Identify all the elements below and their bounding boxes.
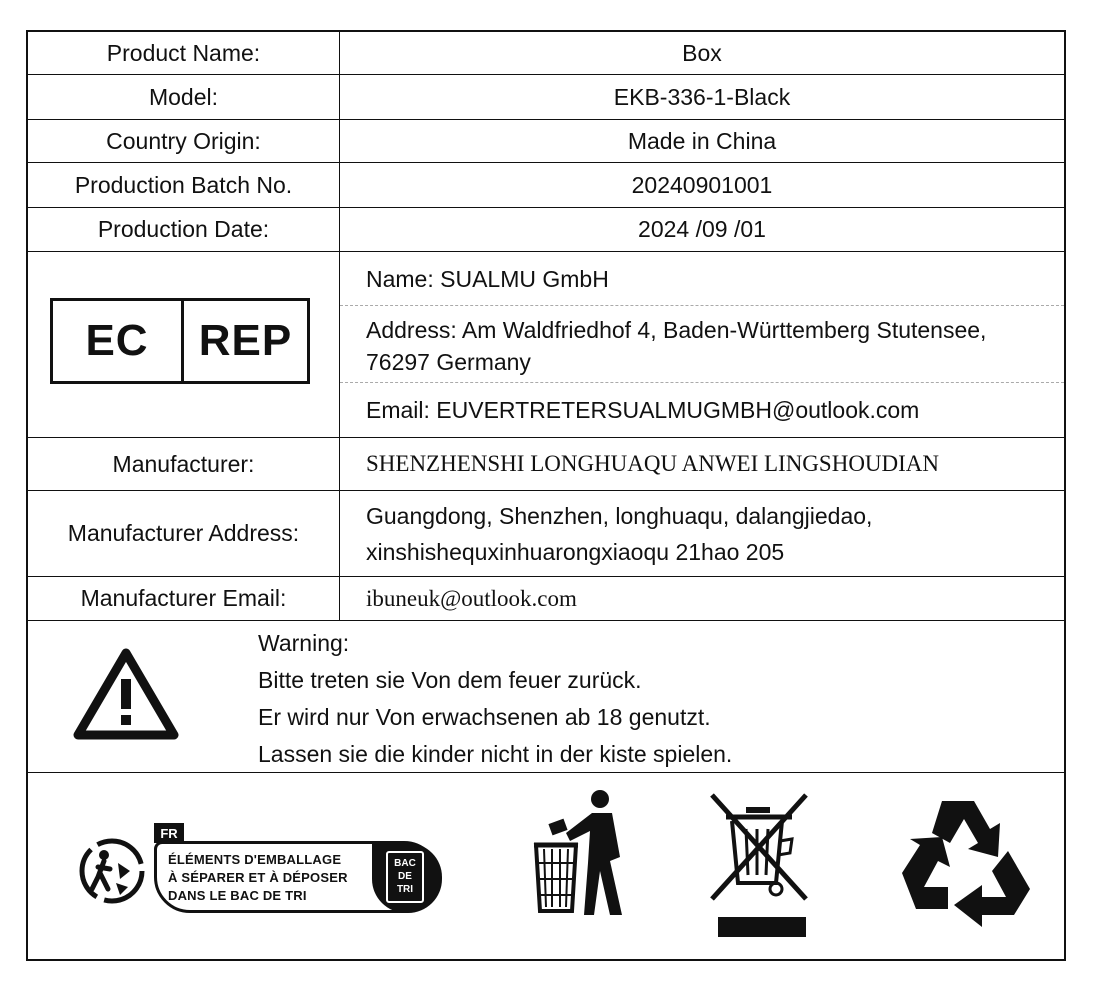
ec-rep-symbol-ec: EC (53, 301, 184, 381)
batch-no-value: 20240901001 (631, 171, 773, 198)
product-name-value: Box (682, 39, 722, 66)
warning-line-3: Lassen sie die kinder nicht in der kiste spielen. (258, 741, 733, 767)
manufacturer-email-label: Manufacturer Email: (28, 577, 340, 620)
row-manufacturer (28, 438, 1064, 491)
manufacturer-email-value: ibuneuk@outlook.com (366, 585, 577, 611)
row-production-date (28, 208, 1064, 252)
manufacturer-label: Manufacturer: (28, 438, 340, 490)
weee-crossed-bin-icon (708, 793, 814, 941)
ec-rep-name: Name: SUALMU GmbH (340, 252, 1064, 306)
model-value: EKB-336-1-Black (613, 83, 791, 110)
triman-country-badge: FR (154, 823, 184, 843)
row-model (28, 75, 1064, 120)
triman-bin-badge (386, 851, 424, 903)
recycle-icon (894, 793, 1036, 931)
manufacturer-address-label: Manufacturer Address: (28, 491, 340, 576)
warning-triangle-icon (72, 647, 180, 743)
production-date-label: Production Date: (28, 208, 340, 251)
triman-icon (74, 833, 150, 909)
ec-rep-symbol (50, 298, 310, 384)
ec-rep-email: Email: EUVERTRETERSUALMUGMBH@outlook.com (366, 397, 920, 423)
product-name-label: Product Name: (28, 32, 340, 74)
product-label-table (26, 30, 1066, 961)
triman-banner-text (168, 851, 348, 905)
tidyman-icon (530, 787, 638, 919)
row-disposal-symbols (28, 773, 1064, 959)
ec-rep-details (340, 252, 1064, 437)
warning-line-1: Bitte treten sie Von dem feuer zurück. (258, 667, 642, 693)
row-warning (28, 621, 1064, 773)
ec-rep-symbol-rep: REP (198, 316, 293, 365)
row-product-name (28, 32, 1064, 75)
manufacturer-address-value (340, 491, 1064, 576)
warning-title: Warning: (258, 630, 350, 656)
row-batch-no (28, 163, 1064, 208)
triman-bin-line-2: DE (398, 871, 412, 882)
manufacturer-address-line2: xinshishequxinhuarongxiaoqu 21hao 205 (366, 538, 785, 565)
row-country-origin (28, 120, 1064, 163)
batch-no-label: Production Batch No. (28, 163, 340, 207)
row-manufacturer-address (28, 491, 1064, 577)
triman-text-line-3: DANS LE BAC DE TRI (168, 888, 307, 903)
triman-info-banner (154, 823, 446, 915)
triman-bin-line-1: BAC (394, 858, 416, 869)
triman-text-line-1: ÉLÉMENTS D'EMBALLAGE (168, 852, 342, 867)
manufacturer-value: SHENZHENSHI LONGHUAQU ANWEI LINGSHOUDIAN (366, 451, 940, 476)
model-label: Model: (28, 75, 340, 119)
triman-text-line-2: À SÉPARER ET À DÉPOSER (168, 870, 348, 885)
row-ec-rep (28, 252, 1064, 438)
manufacturer-address-line1: Guangdong, Shenzhen, longhuaqu, dalangjiedao, (366, 502, 873, 529)
triman-bin-line-3: TRI (396, 884, 414, 895)
warning-text (258, 625, 732, 773)
ec-rep-address-line1: Address: Am Waldfriedhof 4, Baden-Württemberg Stutensee, (366, 317, 987, 343)
country-origin-value: Made in China (627, 127, 777, 154)
row-manufacturer-email (28, 577, 1064, 621)
ec-rep-address (340, 306, 1064, 383)
country-origin-label: Country Origin: (28, 120, 340, 162)
ec-rep-address-line2: 76297 Germany (366, 349, 531, 375)
ec-rep-symbol-cell (28, 252, 340, 437)
warning-line-2: Er wird nur Von erwachsenen ab 18 genutzt. (258, 704, 711, 730)
production-date-value: 2024 /09 /01 (638, 216, 766, 242)
